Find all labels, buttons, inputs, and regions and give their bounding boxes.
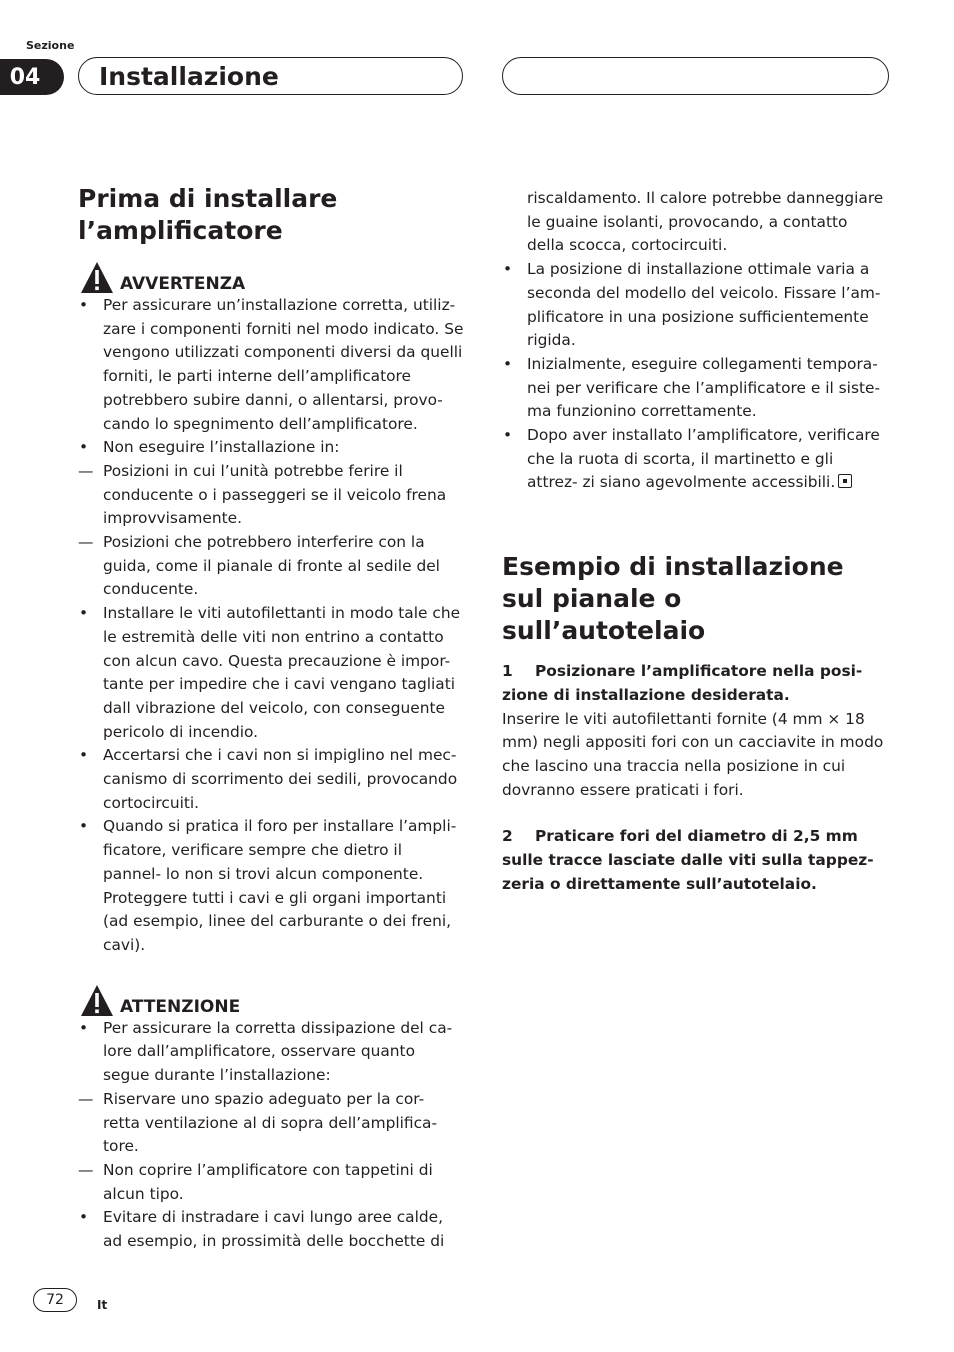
caution-sublist: [78, 1088, 464, 1207]
section-heading: Esempio di installazione sul pianale o sull’autotelaio: [502, 552, 844, 646]
list-item-text: Dopo aver installato l’amplificatore, verificare che la ruota di scorta, il martinetto e gli attrez- zi siano agevolmente accessibili.: [527, 426, 880, 492]
step-2-title: [502, 825, 888, 896]
caution-label: ATTENZIONE: [120, 996, 241, 1017]
warning-sublist: [78, 460, 464, 602]
warning-icon: [80, 261, 114, 294]
header-empty-box: [502, 57, 889, 95]
list-item-text: Non eseguire l’installazione in:: [103, 438, 340, 457]
warning-label: AVVERTENZA: [120, 274, 246, 294]
list-item: [78, 436, 464, 460]
caution-list-continued: [78, 1206, 464, 1253]
sub-list-item: — Posizioni che potrebbero interferire con la guida, come il pianale di fronte al sedile del conducente.: [78, 531, 464, 602]
sub-list-item: — Riservare uno spazio adeguato per la cor- retta ventilazione al di sopra dell’amplifica- tore.: [78, 1088, 464, 1159]
list-item: • Accertarsi che i cavi non si impiglino nel mec- canismo di scorrimento dei sedili, provocando cortocircuiti.: [78, 744, 464, 815]
caution-icon: [80, 984, 114, 1017]
list-item: • La posizione di installazione ottimale varia a seconda del modello del veicolo. Fissare l’am- plificatore in una posizione sufficientemente rigida.: [502, 258, 888, 353]
right-column: [502, 187, 888, 896]
caution-list: [78, 1017, 464, 1088]
left-column: [78, 183, 464, 1254]
chapter-title-text: Installazione: [99, 61, 279, 91]
list-item: • Per assicurare un’installazione corretta, utiliz- zare i componenti forniti nel modo indicato. Se vengono utilizzati componenti diversi da quelli forniti, le parti interne dell’amplificatore potrebbero subire danni, o allentarsi, provo- cando lo spegnimento dell’amplificatore.: [78, 294, 464, 436]
step-1-text: Inserire le viti autofilettanti fornite (4 mm × 18 mm) negli appositi fori con un cacciavite in modo che lascino una traccia nella posizione in cui dovranno essere praticati i fori.: [502, 709, 884, 799]
warning-list: [78, 294, 464, 460]
sub-list-item: — Posizioni in cui l’unità potrebbe ferire il conducente o i passeggeri se il veicolo frena improvvisamente.: [78, 460, 464, 531]
step-number: 2: [502, 827, 513, 846]
list-item: • Installare le viti autofilettanti in modo tale che le estremità delle viti non entrino a contatto con alcun cavo. Questa precauzione è impor- tante per impedire che i cavi vengano tagliati dall vibrazione del veicolo, con conseguente pericolo di incendio.: [78, 602, 464, 744]
section-label: Sezione: [26, 39, 75, 52]
end-of-section-icon: [838, 474, 852, 488]
caution-header: [78, 984, 464, 1017]
language-code: It: [97, 1298, 108, 1312]
page-number: 72: [33, 1288, 77, 1312]
sub-list-item: — Non coprire l’amplificatore con tappetini di alcun tipo.: [78, 1159, 464, 1206]
step-title-text: Posizionare l’amplificatore nella posi- zione di installazione desiderata.: [502, 662, 863, 704]
list-item: • Evitare di instradare i cavi lungo aree calde, ad esempio, in prossimità delle bocchette di: [78, 1206, 464, 1253]
warning-header: [78, 261, 464, 294]
caution-list-right: [502, 258, 888, 495]
list-item: • Quando si pratica il foro per installare l’ampli- ficatore, verificare sempre che dietro il pannel- lo non si trovi alcun componente. Proteggere tutti i cavi e gli organi importanti (ad esempio, linee del carburante o dei freni, cavi).: [78, 815, 464, 957]
warning-list-continued: [78, 602, 464, 958]
list-item: [502, 424, 888, 495]
list-item: • Per assicurare la corretta dissipazione del ca- lore dall’amplificatore, osservare quanto segue durante l’installazione:: [78, 1017, 464, 1088]
section-heading: Prima di installare l’amplificatore: [78, 184, 338, 245]
caution-continuation: riscaldamento. Il calore potrebbe danneggiare le guaine isolanti, provocando, a contatto della scocca, cortocircuiti.: [527, 189, 884, 255]
list-item: • Inizialmente, eseguire collegamenti tempora- nei per verificare che l’amplificatore e il siste- ma funzionino correttamente.: [502, 353, 888, 424]
step-1-title: [502, 660, 888, 707]
section-number-badge: 04: [0, 59, 64, 95]
step-number: 1: [502, 662, 513, 681]
chapter-title: [78, 57, 463, 95]
step-title-text: Praticare fori del diametro di 2,5 mm sulle tracce lasciate dalle viti sulla tappez- zeria o direttamente sull’autotelaio.: [502, 827, 874, 893]
